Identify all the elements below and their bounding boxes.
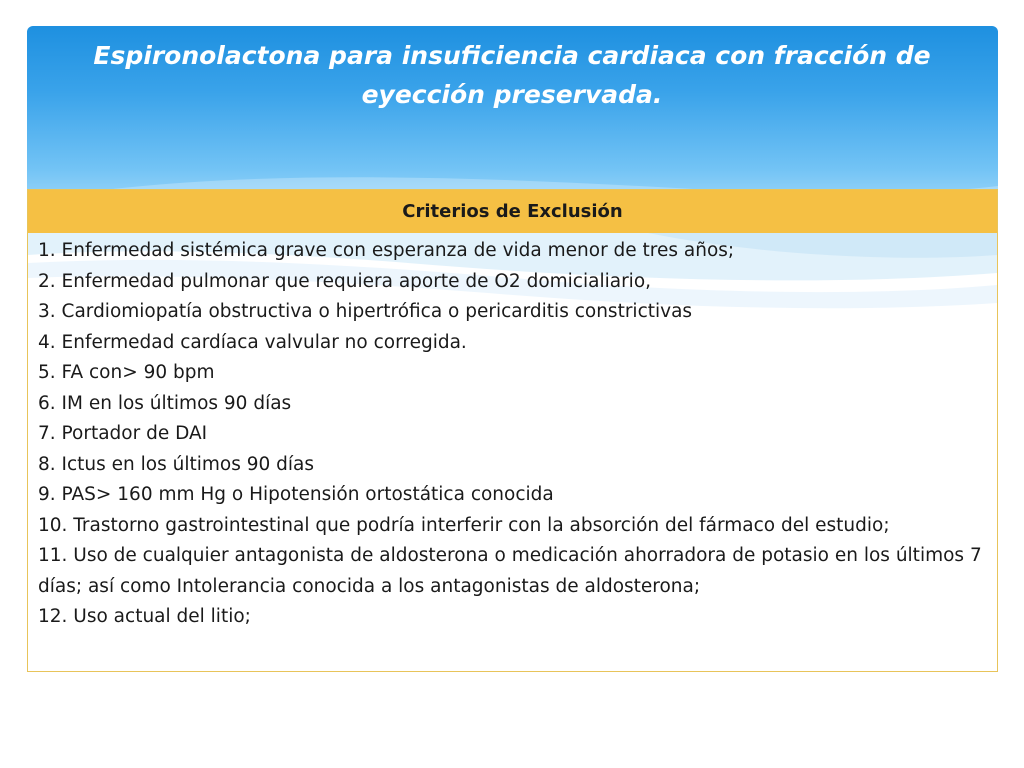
list-item: 9. PAS> 160 mm Hg o Hipotensión ortostática conocida [38, 484, 554, 505]
criteria-list [38, 236, 988, 633]
exclusion-criteria-table [27, 189, 998, 672]
list-item: 8. Ictus en los últimos 90 días [38, 453, 315, 475]
list-item: 2. Enfermedad pulmonar que requiera aporte de O2 domicialiario, [38, 270, 652, 292]
list-item: 7. Portador de DAI [38, 423, 208, 444]
list-item: 12. Uso actual del litio; [38, 606, 251, 627]
list-item: 3. Cardiomiopatía obstructiva o hipertrófica o pericarditis constrictivas [38, 301, 693, 322]
table-header-label: Criterios de Exclusión [402, 201, 623, 222]
slide-title: Espironolactona para insuficiencia cardiaca con fracción de eyección preservada. [93, 41, 931, 109]
table-header-cell [28, 190, 997, 233]
list-item: 5. FA con> 90 bpm [38, 362, 215, 383]
list-item: 11. Uso de cualquier antagonista de aldosterona o medicación ahorradora de potasio en los últimos 7 días; así como Intolerancia conocida a los antagonistas de aldosterona; [38, 545, 982, 597]
list-item: 6. IM en los últimos 90 días [38, 392, 292, 414]
list-item: 4. Enfermedad cardíaca valvular no corregida. [38, 331, 467, 353]
list-item: 1. Enfermedad sistémica grave con esperanza de vida menor de tres años; [38, 240, 735, 261]
table-body-cell [28, 233, 997, 671]
list-item: 10. Trastorno gastrointestinal que podría interferir con la absorción del fármaco del estudio; [38, 514, 890, 536]
